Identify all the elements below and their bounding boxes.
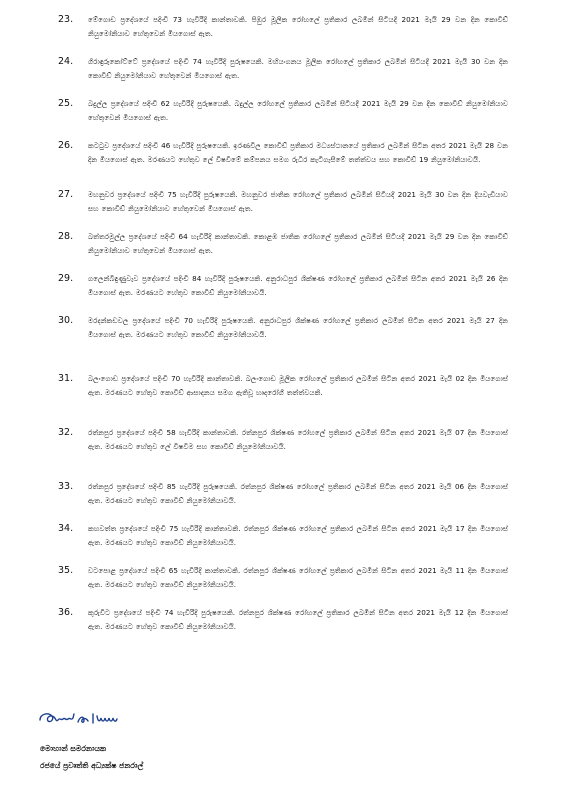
handwritten-signature (38, 706, 126, 732)
list-item (58, 606, 508, 633)
signatory-title: රජයේ ප්‍රවෘත්ති අධ්‍යක්ෂ ජනරාල් (40, 761, 144, 770)
item-number: 30. (58, 315, 74, 326)
item-number: 34. (58, 523, 74, 534)
item-text: රත්නපුර ප්‍රදේශයේ පදිංචි 58 හැවිරිදි කාන්තාවකි. රත්නපුර ශික්ෂණ රෝහලේ ප්‍රතිකාර ලබමින් සිටින අතර 2021 මැයි 07 දින මියගොස් ඇත. මරණයට හේතුව ලේ විෂවීම සහ කොවිඩ් නියුමෝනියාවයි. (88, 428, 508, 451)
item-text: බදුල්ල ප්‍රදේශයේ පදිංචි 62 හැවිරිදි පුරුෂයෙකි. බදුල්ල රෝහලේ ප්‍රතිකාර ලබමින් සිටියදී 2021 මැයි 29 වන දින කොවිඩ් නියුමෝනියාව හේතුවෙන් මියගොස් ඇත. (88, 99, 508, 122)
item-number: 25. (58, 98, 74, 109)
item-number: 23. (58, 14, 74, 25)
item-number: 24. (58, 56, 74, 67)
item-text: කහවත්ත ප්‍රදේශයේ පදිංචි 75 හැවිරිදි කාන්තාවකි. රත්නපුර ශික්ෂණ රෝහලේ ප්‍රතිකාර ලබමින් සිටින අතර 2021 මැයි 17 දින මියගොස් ඇත. මරණයට හේතුව කොවිඩ් නියුමෝනියාවයි. (88, 524, 508, 547)
list-item (58, 372, 508, 399)
item-text: ගිරාඳුරුකෝට්ටේ ප්‍රදේශයේ පදිංචි 74 හැවිරිදි පුරුෂයෙකි. මහියංගනය මූලික රෝහලේ ප්‍රතිකාර ලබමින් සිටියදී 2021 මැයි 30 වන දින කොවිඩ් නියුමෝනියාව හේතුවෙන් මියගොස් ඇත. (88, 57, 508, 80)
item-text: බලංගොඩ ප්‍රදේශයේ පදිංචි 70 හැවිරිදි කාන්තාවකි. බලංගොඩ මූලික රෝහලේ ප්‍රතිකාර ලබමින් සිටින අතර 2021 මැයි 02 දින මියගොස් ඇත. මරණයට හේතුව කොවිඩ් ආසාදනය සමග ඇතිවූ හෘදරෝගී තත්ත්වයකි. (88, 374, 508, 397)
list-item (58, 13, 508, 40)
item-text: කටටුව ප්‍රදේශයේ පදිංචි 46 හැවිරිදි පුරුෂයෙකි. ඉරණවිල කොවිඩ් ප්‍රතිකාර මධ්‍යස්ථානයේ ප්‍රතිකාර ලබමින් සිටින අතර 2021 මැයි 28 වන දින මියගොස් ඇත. මරණයට හේතුව ලේ විෂවීමේ කම්පනය සමග රුධිර කැටිගැසීමේ තත්ත්වය සහ කොවිඩ් 19 නියුමෝනියාවයි. (88, 141, 508, 164)
list-item (58, 426, 508, 453)
item-number: 29. (58, 273, 74, 284)
item-number: 31. (58, 373, 74, 384)
list-item (58, 97, 508, 124)
item-number: 28. (58, 231, 74, 242)
item-text: ගලෙන්බිඳුණුවැව ප්‍රදේශයේ පදිංචි 84 හැවිරිදි පුරුෂයෙකි. අනුරාධපුර ශික්ෂණ රෝහලේ ප්‍රතිකාර ලබමින් සිටින අතර 2021 මැයි 26 දින මියගොස් ඇත. මරණයට හේතුව කොවිඩ් නියුමෝනියාවයි. (88, 274, 508, 297)
list-item (58, 55, 508, 82)
list-item (58, 139, 508, 166)
item-number: 27. (58, 189, 74, 200)
item-number: 35. (58, 565, 74, 576)
item-number: 33. (58, 481, 74, 492)
item-text: කුරුවිට ප්‍රදේශයේ පදිංචි 74 හැවිරිදි පුරුෂයෙකි. රත්නපුර ශික්ෂණ රෝහලේ ප්‍රතිකාර ලබමින් සිටින අතර 2021 මැයි 12 දින මියගොස් ඇත. මරණයට හේතුව කොවිඩ් නියුමෝනියාවයි. (88, 608, 508, 631)
list-item (58, 272, 508, 299)
list-item (58, 564, 508, 591)
signatory-name: මොහාන් සමරනායක (40, 744, 107, 753)
item-text: මේගොඩ ප්‍රදේශයේ පදිංචි 73 හැවිරිදි කාන්තාවකි. පිඹුර මූලික රෝහලේ ප්‍රතිකාර ලබමින් සිටියදී 2021 මැයි 29 වන දින කොවිඩ් නියුමෝනියාව හේතුවෙන් මියගොස් ඇත. (88, 15, 508, 38)
item-number: 36. (58, 607, 74, 618)
list-item (58, 230, 508, 257)
item-text: රත්නපුර ප්‍රදේශයේ පදිංචි 85 හැවිරිදි පුරුෂයෙකි. රත්නපුර ශික්ෂණ රෝහලේ ප්‍රතිකාර ලබමින් සිටින අතර 2021 මැයි 06 දින මියගොස් ඇත. මරණයට හේතුව කොවිඩ් නියුමෝනියාවයි. (88, 482, 508, 505)
item-text: මරදන්කඩවල ප්‍රදේශයේ පදිංචි 70 හැවිරිදි පුරුෂයෙකි. අනුරාධපුර ශික්ෂණ රෝහලේ ප්‍රතිකාර ලබමින් සිටින අතර 2021 මැයි 27 දින මියගොස් ඇත. මරණයට හේතුව කොවිඩ් නියුමෝනියාවයි. (88, 316, 508, 339)
item-text: වටපොළ ප්‍රදේශයේ පදිංචි 65 හැවිරිදි කාන්තාවකි. රත්නපුර ශික්ෂණ රෝහලේ ප්‍රතිකාර ලබමින් සිටින අතර 2021 මැයි 11 දින මියගොස් ඇත. මරණයට හේතුව කොවිඩ් නියුමෝනියාවයි. (88, 566, 508, 589)
list-item (58, 522, 508, 549)
item-number: 32. (58, 427, 74, 438)
item-text: මහනුවර ප්‍රදේශයේ පදිංචි 75 හැවිරිදි පුරුෂයෙකි. මහනුවර ජාතික රෝහලේ ප්‍රතිකාර ලබමින් සිටියදී 2021 මැයි 30 වන දින දියවැඩියාව සහ කොවිඩ් නියුමෝනියාව හේතුවෙන් මියගොස් ඇත. (88, 190, 508, 213)
list-item (58, 314, 508, 341)
item-text: බත්තරමුල්ල ප්‍රදේශයේ පදිංචි 64 හැවිරිදි කාන්තාවකි. කොළඹ ජාතික රෝහලේ ප්‍රතිකාර ලබමින් සිටියදී 2021 මැයි 29 වන දින කොවිඩ් නියුමෝනියාව හේතුවෙන් මියගොස් ඇත. (88, 232, 508, 255)
list-item (58, 188, 508, 215)
list-item (58, 480, 508, 507)
item-number: 26. (58, 140, 74, 151)
